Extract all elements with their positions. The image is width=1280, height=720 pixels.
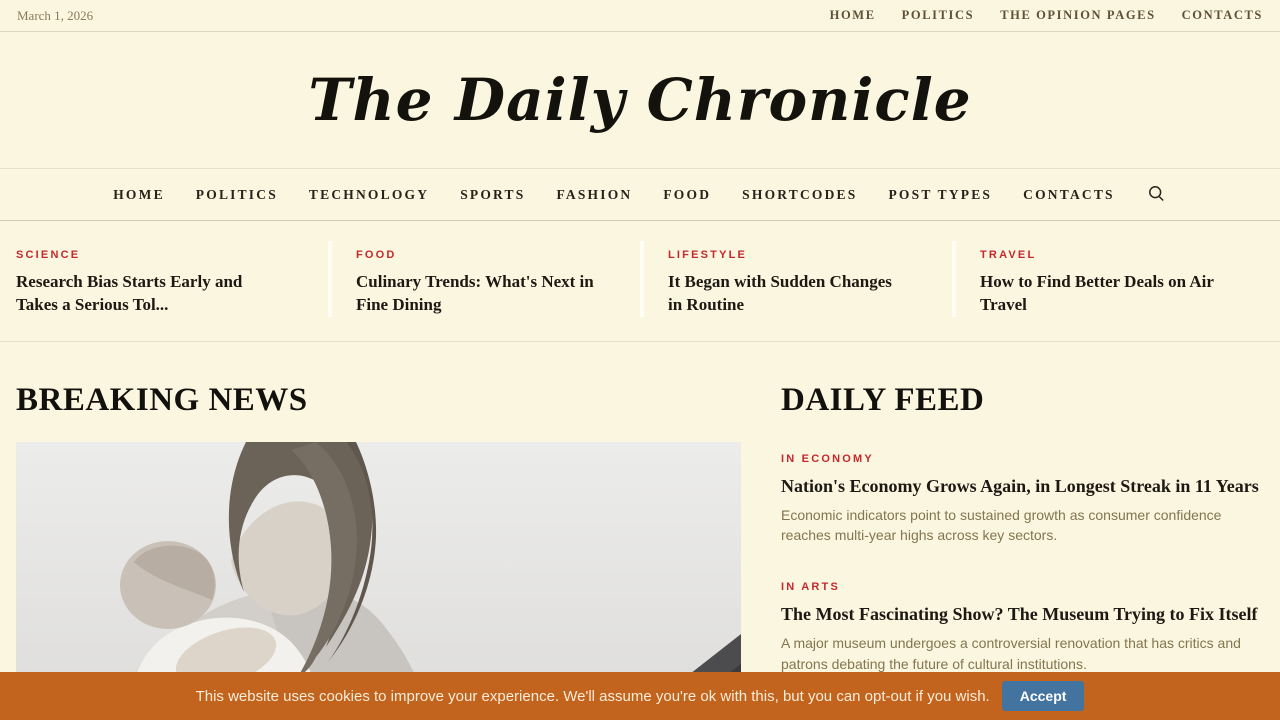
feed-kicker[interactable]: IN ARTS <box>781 581 840 594</box>
topbar-menu <box>830 8 1263 23</box>
daily-feed-list <box>781 449 1264 674</box>
nav-item-politics[interactable]: POLITICS <box>195 186 278 202</box>
nav-item-home[interactable]: HOME <box>113 186 165 202</box>
featured-item <box>640 241 952 317</box>
topbar-item-home[interactable]: HOME <box>829 8 876 22</box>
feed-excerpt: Economic indicators point to sustained growth as consumer confidence reaches multi-year highs across key sectors. <box>781 506 1222 544</box>
featured-title[interactable]: Research Bias Starts Early and Takes a Serious Tol... <box>16 272 243 314</box>
feed-title[interactable]: The Most Fascinating Show? The Museum Trying to Fix Itself <box>781 604 1258 625</box>
topbar-item-politics[interactable]: POLITICS <box>901 8 975 22</box>
topbar-item-contacts[interactable]: CONTACTS <box>1181 8 1263 22</box>
featured-item <box>952 241 1264 317</box>
featured-category[interactable]: SCIENCE <box>16 249 81 261</box>
featured-item <box>16 241 328 317</box>
feed-item <box>781 449 1264 546</box>
daily-feed-section <box>781 342 1264 720</box>
cookie-message: This website uses cookies to improve your experience. We'll assume you're ok with this, but you can opt-out if you wish. <box>195 687 990 705</box>
featured-title[interactable]: Culinary Trends: What's Next in Fine Dining <box>356 272 594 314</box>
featured-category[interactable]: TRAVEL <box>980 249 1037 261</box>
feed-item <box>781 577 1264 674</box>
main-content <box>0 342 1280 720</box>
nav-item-food[interactable]: FOOD <box>663 186 712 202</box>
featured-category[interactable]: LIFESTYLE <box>668 249 748 261</box>
feed-excerpt: A major museum undergoes a controversial renovation that has critics and patrons debating the future of cultural institutions. <box>781 635 1241 672</box>
cookie-banner <box>0 672 1280 720</box>
nav-item-fashion[interactable]: FASHION <box>556 186 633 202</box>
breaking-news-heading: BREAKING NEWS <box>16 381 308 418</box>
daily-feed-heading: DAILY FEED <box>781 381 985 418</box>
nav-item-shortcodes[interactable]: SHORTCODES <box>742 186 858 202</box>
masthead <box>0 32 1280 168</box>
feed-title[interactable]: Nation's Economy Grows Again, in Longest Streak in 11 Years <box>781 475 1259 496</box>
featured-item <box>328 241 640 317</box>
nav-item-technology[interactable]: TECHNOLOGY <box>308 186 430 202</box>
search-button[interactable] <box>1146 183 1167 207</box>
featured-strip <box>0 221 1280 342</box>
topbar-item-opinion-pages[interactable]: THE OPINION PAGES <box>1000 8 1156 22</box>
nav-item-contacts[interactable]: CONTACTS <box>1023 186 1115 202</box>
feed-kicker[interactable]: IN ECONOMY <box>781 452 874 465</box>
nav-item-sports[interactable]: SPORTS <box>460 186 526 202</box>
nav-item-post-types[interactable]: POST TYPES <box>888 186 993 202</box>
featured-title[interactable]: It Began with Sudden Changes in Routine <box>668 272 892 314</box>
breaking-news-section <box>16 342 741 720</box>
site-title[interactable]: The Daily Chronicle <box>308 66 972 134</box>
cookie-accept-button[interactable]: Accept <box>1002 681 1085 711</box>
current-date: March 1, 2026 <box>17 7 94 23</box>
search-icon <box>1148 185 1165 205</box>
main-navigation <box>0 168 1280 221</box>
featured-category[interactable]: FOOD <box>356 249 397 261</box>
featured-title[interactable]: How to Find Better Deals on Air Travel <box>980 272 1214 314</box>
top-bar <box>0 0 1280 32</box>
